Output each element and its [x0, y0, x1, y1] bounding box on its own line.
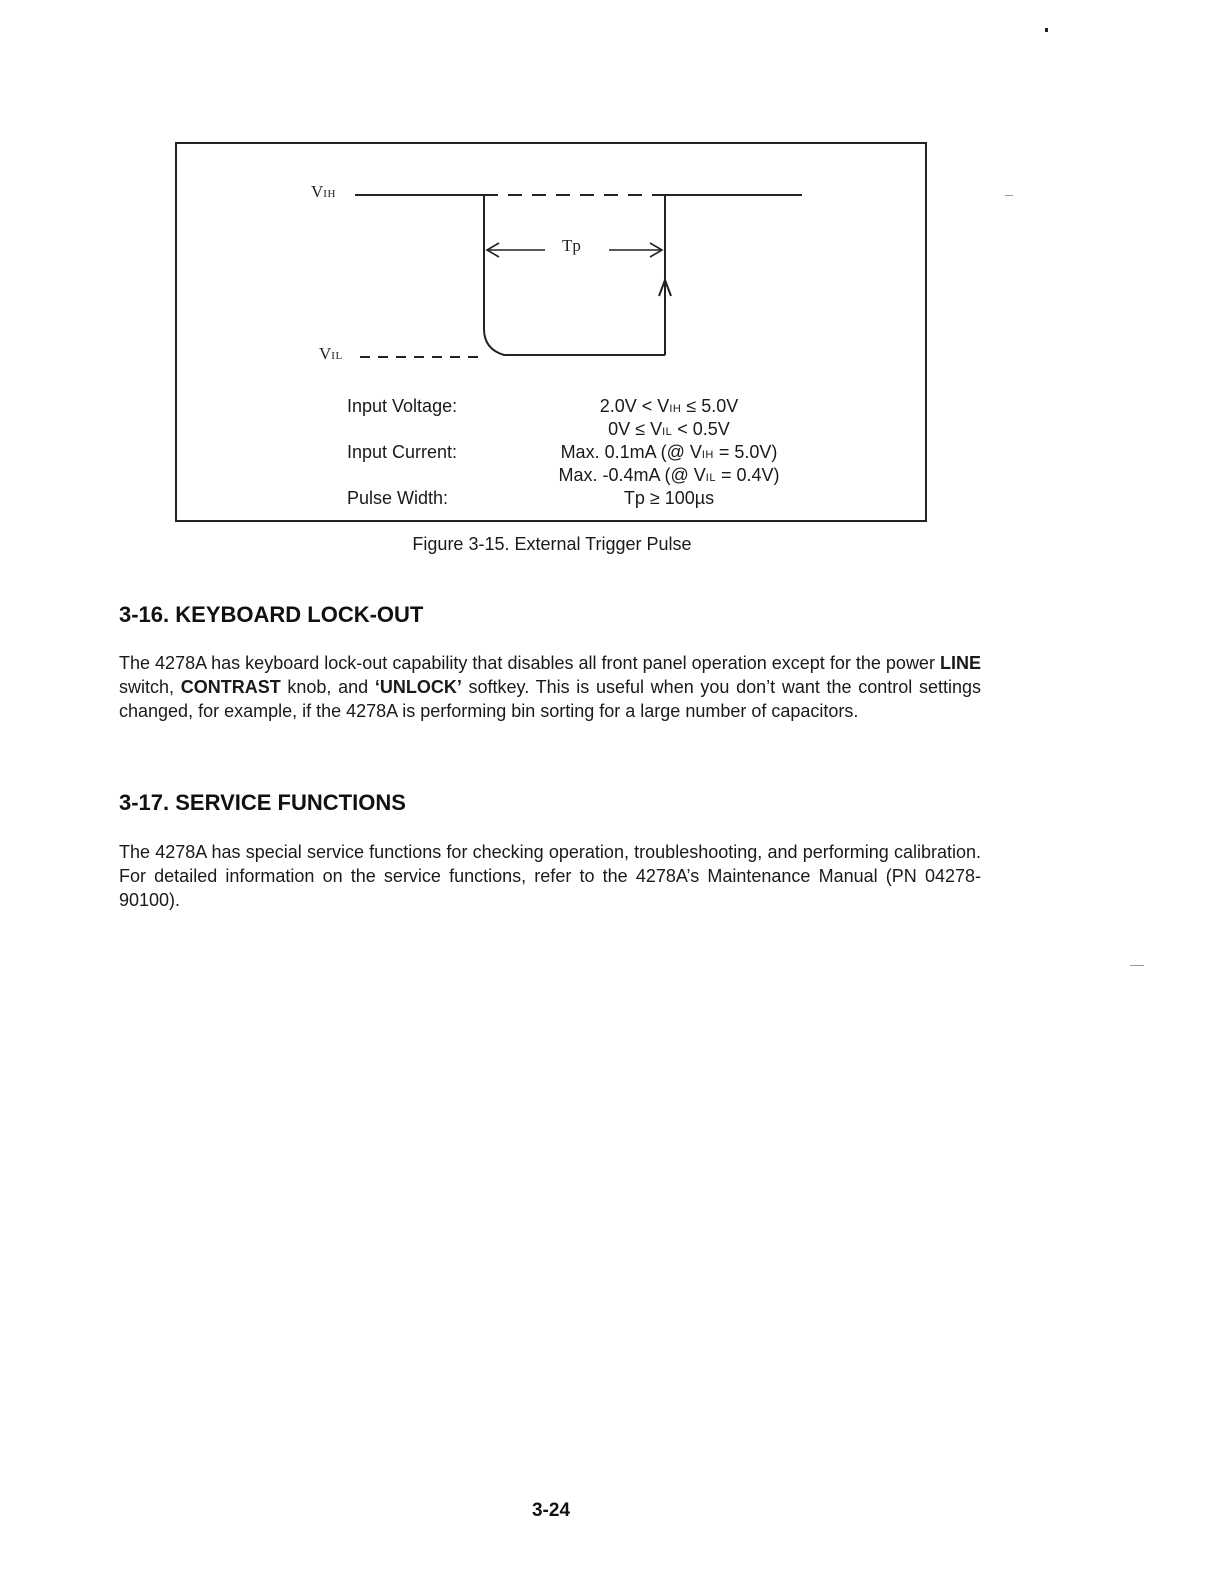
input-current-value-1: Max. 0.1mA (@ VIH = 5.0V) [560, 442, 778, 462]
scan-speck [1130, 965, 1144, 966]
section-heading-service-functions: 3-17. SERVICE FUNCTIONS [119, 790, 406, 815]
input-current-value-2: Max. -0.4mA (@ VIL = 0.4V) [558, 465, 780, 485]
pulse-width-value: Tp ≥ 100µs [623, 488, 715, 508]
input-voltage-value-1: 2.0V < VIH ≤ 5.0V [599, 396, 739, 416]
scan-speck [1005, 195, 1013, 196]
keyboard-lockout-paragraph: The 4278A has keyboard lock-out capability that disables all front panel operation except for the power LINE switch, CONTRAST knob, and ‘UNLOCK’ softkey. This is useful when you don’t want the control settings changed, for example, if the 4278A is performing bin sorting for a large number of capacitors. [119, 653, 981, 721]
pulse-width-label: Pulse Width: [347, 488, 449, 508]
input-voltage-label: Input Voltage: [347, 396, 458, 416]
section-heading-keyboard-lockout: 3-16. KEYBOARD LOCK-OUT [119, 602, 424, 627]
input-current-label: Input Current: [347, 442, 458, 462]
pulse-falling-edge-and-low [484, 195, 665, 355]
page-number: 3-24 [531, 1500, 571, 1521]
figure-caption: Figure 3-15. External Trigger Pulse [412, 534, 692, 554]
vil-label: VIL [319, 344, 343, 363]
input-voltage-value-2: 0V ≤ VIL < 0.5V [608, 419, 730, 439]
scan-speck [1045, 28, 1048, 32]
tp-label: Tp [562, 236, 581, 255]
vih-label: VIH [311, 182, 336, 201]
service-functions-paragraph: The 4278A has special service functions for checking operation, troubleshooting, and performing calibration. For detailed information on the service functions, refer to the 4278A’s Maintenance Manual (PN 04278-90100). [119, 842, 981, 910]
figure-external-trigger-pulse [175, 142, 927, 522]
